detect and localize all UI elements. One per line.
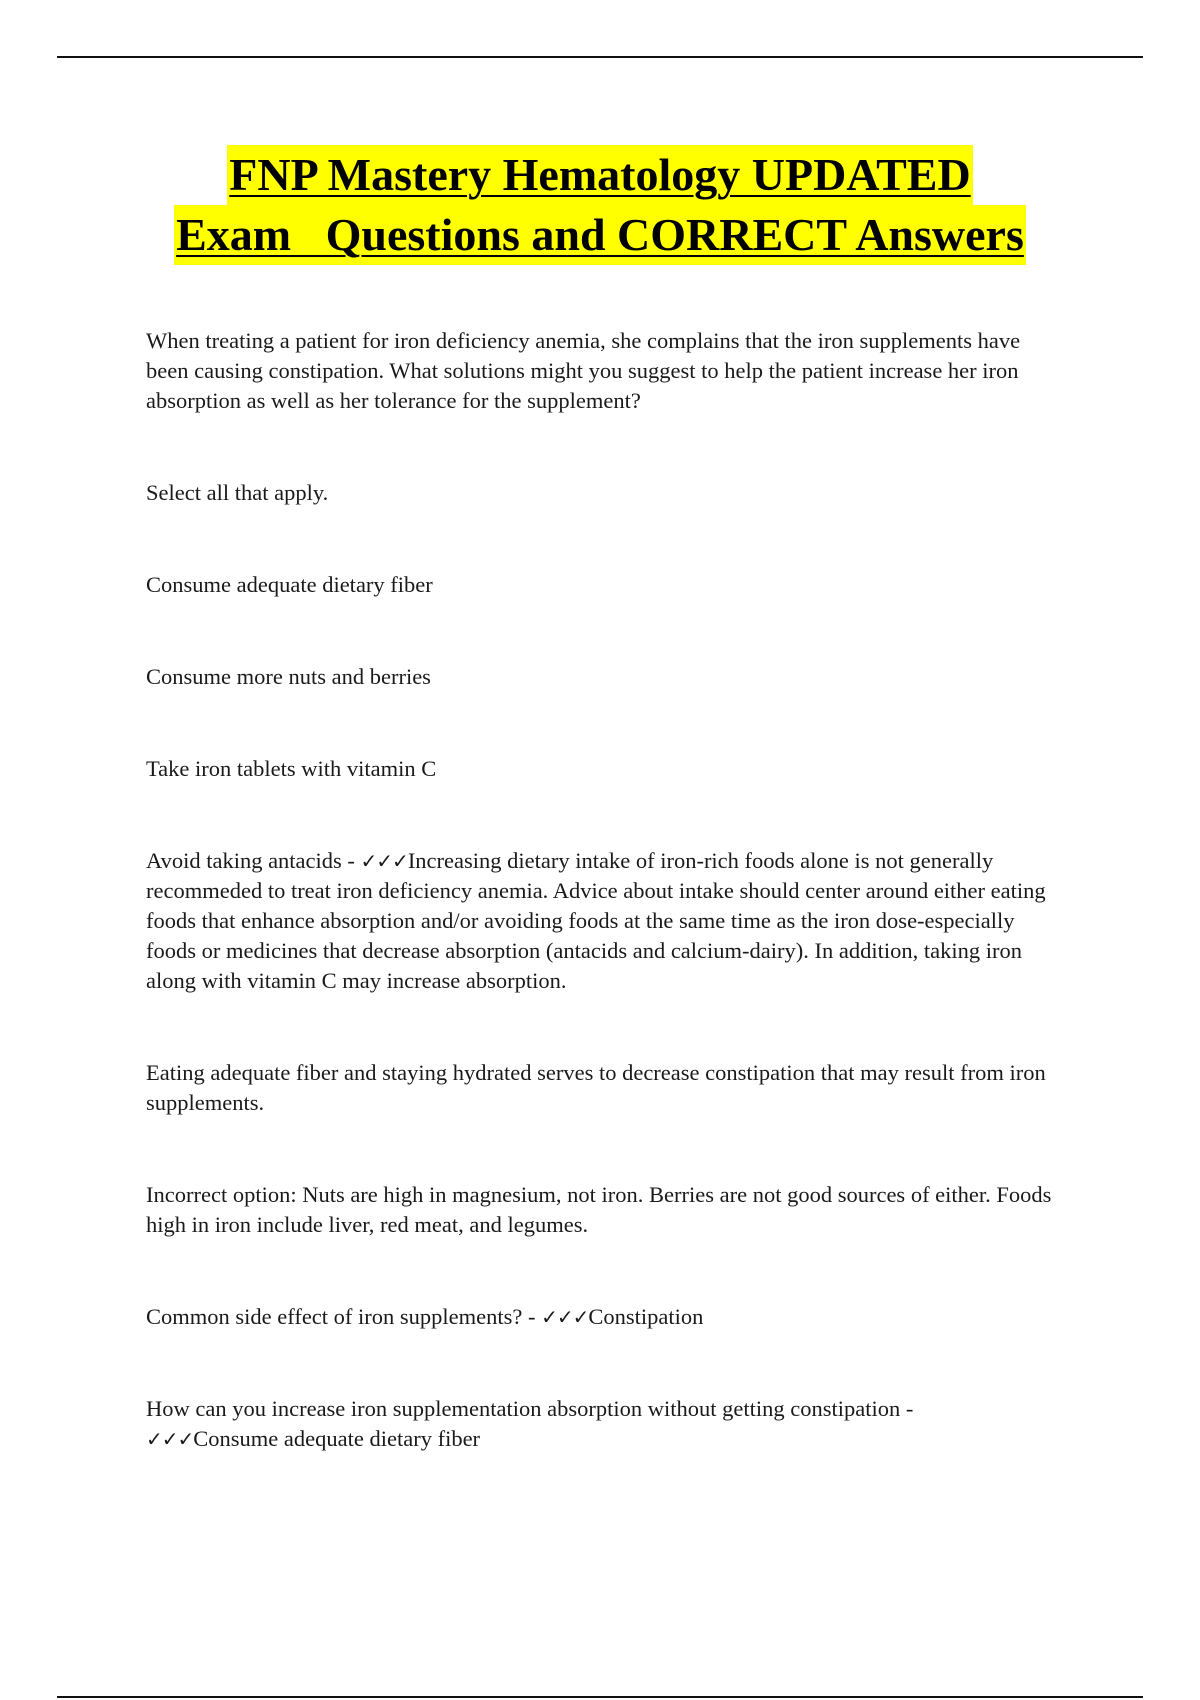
title-line-2: Exam Questions and CORRECT Answers <box>174 205 1026 265</box>
checkmark-icon: ✓✓✓ <box>360 849 408 873</box>
title-line-1: FNP Mastery Hematology UPDATED <box>227 145 972 205</box>
question-3-stem: How can you increase iron supplementation absorption without getting constipation - <box>146 1396 914 1421</box>
document-body <box>146 326 1066 1454</box>
option-1: Consume adequate dietary fiber <box>146 572 433 597</box>
question-3-answer: Consume adequate dietary fiber <box>193 1426 481 1451</box>
document-title <box>0 145 1200 265</box>
question-3 <box>146 1394 1066 1454</box>
checkmark-icon: ✓✓✓ <box>146 1427 194 1451</box>
top-rule <box>57 56 1143 58</box>
option-4-with-answer <box>146 846 1066 996</box>
bottom-rule <box>57 1696 1143 1698</box>
option-2: Consume more nuts and berries <box>146 664 431 689</box>
fiber-note: Eating adequate fiber and staying hydrated serves to decrease constipation that may result from iron supplements. <box>146 1060 1046 1115</box>
question-1-stem: When treating a patient for iron deficiency anemia, she complains that the iron supplements have been causing constipation. What solutions might you suggest to help the patient increase her iron absorption as well as her tolerance for the supplement? <box>146 328 1021 413</box>
question-1-instruction: Select all that apply. <box>146 480 329 505</box>
question-2 <box>146 1302 1066 1332</box>
option-3: Take iron tablets with vitamin C <box>146 756 437 781</box>
option-4-label: Avoid taking antacids - <box>146 848 361 873</box>
question-2-answer: Constipation <box>588 1304 704 1329</box>
answer-rationale: Increasing dietary intake of iron-rich foods alone is not generally recommeded to treat iron deficiency anemia. Advice about intake should center around either eating foods that enhance absorption and/or avoiding foods at the same time as the iron dose-especially foods or medicines that decrease absorption (antacids and calcium-dairy). In addition, taking iron along with vitamin C may increase absorption. <box>146 848 1046 993</box>
question-2-stem: Common side effect of iron supplements? - <box>146 1304 542 1329</box>
checkmark-icon: ✓✓✓ <box>541 1305 589 1329</box>
incorrect-option-note: Incorrect option: Nuts are high in magnesium, not iron. Berries are not good sources of either. Foods high in iron include liver, red meat, and legumes. <box>146 1182 1052 1237</box>
